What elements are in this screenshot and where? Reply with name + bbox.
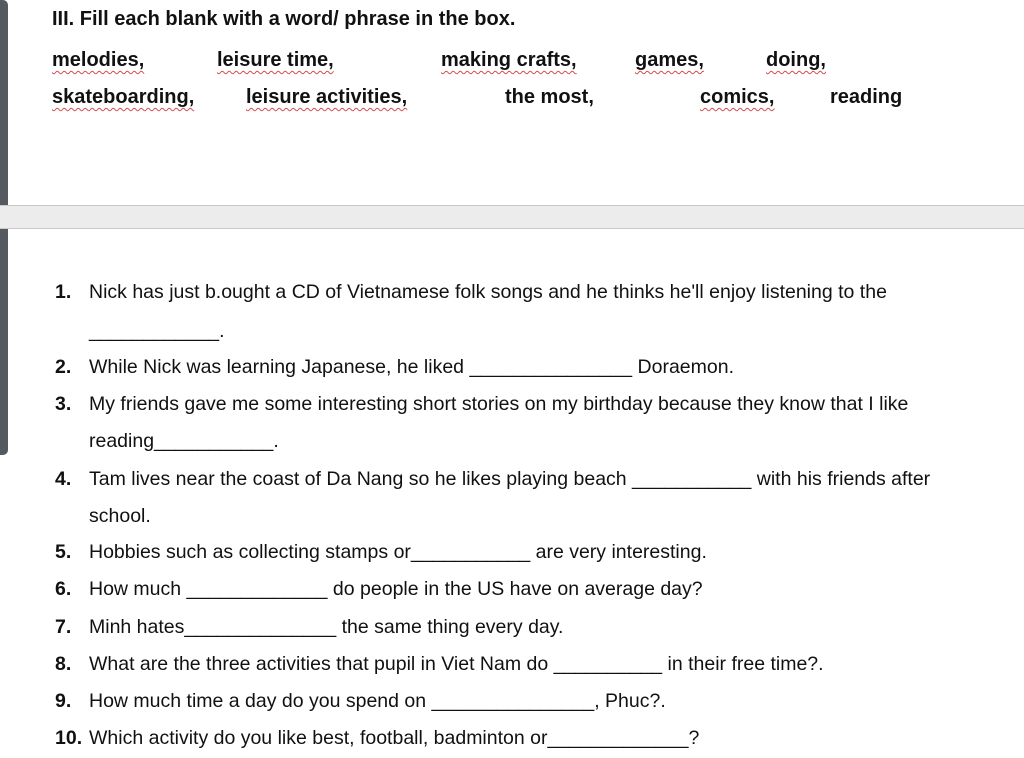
question-3 (55, 393, 908, 416)
question-number: 4. (55, 468, 72, 490)
question-text: Which activity do you like best, football, badminton or_____________? (89, 727, 700, 749)
question-1 (55, 281, 887, 304)
box-word-skateboarding: skateboarding, (52, 86, 195, 108)
question-text: Hobbies such as collecting stamps or___________ are very interesting. (89, 541, 707, 563)
question-4-continuation: school. (89, 505, 151, 527)
question-number: 3. (55, 393, 72, 415)
page-break-band (0, 205, 1024, 229)
question-number: 9. (55, 690, 72, 712)
question-2 (55, 356, 734, 379)
question-text: Nick has just b.ought a CD of Vietnamese folk songs and he thinks he'll enjoy listening to the (89, 281, 887, 303)
box-word-melodies: melodies, (52, 49, 145, 71)
question-5 (55, 541, 707, 564)
box-word-the-most: the most, (505, 86, 594, 108)
question-text: How much time a day do you spend on _______________, Phuc?. (89, 690, 666, 712)
question-number: 6. (55, 578, 72, 600)
question-number: 2. (55, 356, 72, 378)
question-text: Tam lives near the coast of Da Nang so he likes playing beach ___________ with his friends after (89, 468, 931, 490)
question-3-continuation: reading___________. (89, 430, 279, 452)
question-number: 8. (55, 653, 72, 675)
question-text: My friends gave me some interesting short stories on my birthday because they know that I like (89, 393, 909, 415)
question-9 (55, 690, 666, 713)
question-number: 5. (55, 541, 72, 563)
question-1-continuation: ____________. (89, 320, 225, 342)
exercise-title: III. Fill each blank with a word/ phrase in the box. (52, 8, 516, 30)
box-word-making-crafts: making crafts, (441, 49, 577, 71)
question-7 (55, 616, 563, 639)
question-6 (55, 578, 703, 601)
question-text: While Nick was learning Japanese, he liked _______________ Doraemon. (89, 356, 734, 378)
box-word-comics: comics, (700, 86, 775, 108)
box-word-reading: reading (830, 86, 903, 108)
question-text: Minh hates______________ the same thing every day. (89, 616, 564, 638)
box-word-games: games, (635, 49, 704, 71)
question-text: What are the three activities that pupil in Viet Nam do __________ in their free time?. (89, 653, 824, 675)
question-4 (55, 468, 930, 491)
box-word-leisure-activities: leisure activities, (246, 86, 408, 108)
box-word-leisure-time: leisure time, (217, 49, 334, 71)
question-number: 10. (55, 727, 83, 749)
question-text: How much _____________ do people in the US have on average day? (89, 578, 703, 600)
question-number: 1. (55, 281, 72, 303)
question-10 (55, 727, 699, 750)
question-8 (55, 653, 824, 676)
box-word-doing: doing, (766, 49, 826, 71)
question-number: 7. (55, 616, 72, 638)
